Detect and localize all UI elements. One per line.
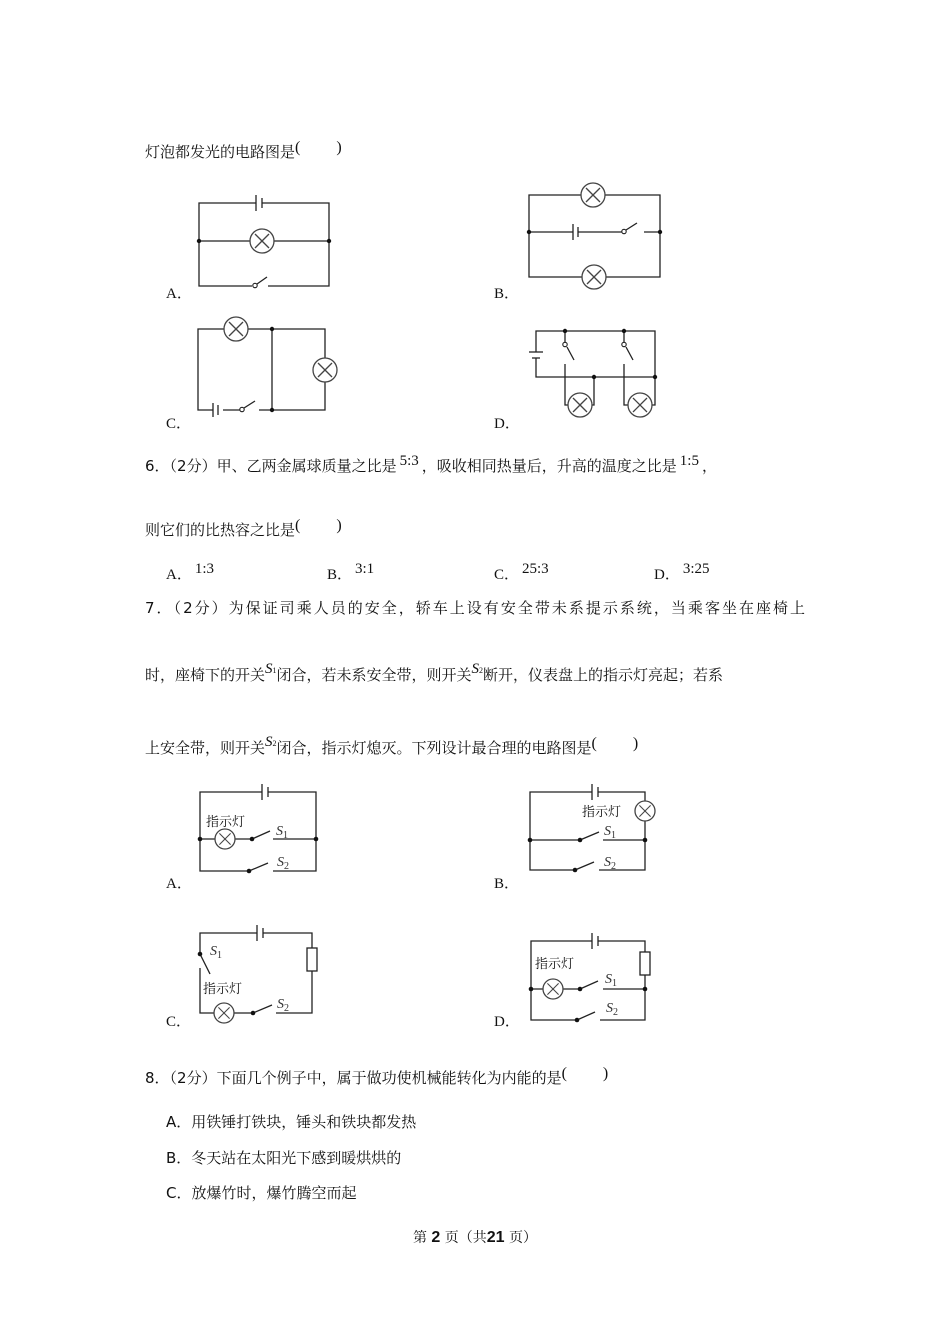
temp-ratio: 1:5	[679, 453, 699, 469]
q5-option-d[interactable]: D．	[494, 416, 520, 432]
switch-s2-symbol: S2	[265, 734, 277, 750]
resistor-icon	[307, 948, 317, 971]
answer-paren-close: )	[602, 1065, 609, 1082]
q7-option-b[interactable]: B．	[494, 876, 520, 892]
mass-ratio: 5:3	[399, 453, 419, 469]
switch-s2-icon	[577, 1012, 595, 1020]
s1-label: $S_1$	[604, 824, 616, 841]
s2-label: $S_2$	[606, 1001, 618, 1018]
resistor-icon	[640, 952, 650, 975]
s1-label: $S_1$	[605, 972, 617, 989]
switch-icon	[563, 342, 567, 346]
lamp-label: 指示灯	[203, 982, 243, 997]
footer-text: 第	[412, 1230, 427, 1246]
switch-s2-symbol: S2	[471, 661, 484, 677]
switch-icon	[626, 223, 637, 230]
q7-option-c[interactable]: C．	[166, 1014, 192, 1030]
q8-option-a[interactable]: A．用铁锤打铁块，锤头和铁块都发热	[166, 1113, 417, 1131]
option-value: 3:1	[355, 561, 375, 577]
q5-option-a[interactable]: A．	[166, 286, 192, 302]
switch-s2-icon	[575, 862, 594, 870]
q8-text: 8．（2分）下面几个例子中，属于做功使机械能转化为内能的是	[145, 1069, 562, 1087]
s2-label: $S_2$	[604, 855, 616, 872]
answer-paren-open: (	[295, 139, 301, 156]
q7-circuit-b	[528, 784, 655, 872]
switch-icon	[257, 277, 267, 284]
q6-text: ，	[701, 457, 717, 475]
q5-option-c[interactable]: C．	[166, 416, 192, 432]
q5-option-b[interactable]: B．	[494, 286, 520, 302]
answer-paren-close: )	[336, 139, 342, 156]
q6-text: 则它们的比热容之比是	[145, 521, 296, 539]
switch-s1-icon	[252, 831, 270, 839]
switch-icon	[622, 342, 626, 346]
q7-option-a[interactable]: A．	[166, 876, 192, 892]
answer-paren-close: )	[336, 517, 342, 534]
q7-circuit-a	[198, 784, 319, 873]
q7-circuit-d	[529, 933, 650, 1022]
page-number: 2	[431, 1229, 441, 1246]
answer-paren-close: )	[632, 735, 639, 752]
q7-option-d[interactable]: D．	[494, 1014, 520, 1030]
q5-stem-text: 灯泡都发光的电路图是	[145, 143, 296, 161]
lamp-label: 指示灯	[582, 805, 622, 820]
q7-text: 断开，仪表盘上的指示灯亮起；若系	[483, 666, 724, 684]
q7-circuit-c	[198, 925, 317, 1023]
q7-text: 时，座椅下的开关	[145, 666, 266, 684]
switch-s1-icon	[200, 954, 210, 974]
switch-s1-symbol: S1	[265, 661, 277, 677]
option-letter: C．	[494, 567, 520, 583]
s2-label: $S_2$	[277, 855, 289, 872]
switch-s2-icon	[249, 863, 268, 871]
q7-text: 上安全带，则开关	[145, 739, 266, 757]
q8-option-b[interactable]: B．冬天站在太阳光下感到暖烘烘的	[166, 1149, 402, 1167]
footer-text: 页）	[509, 1230, 538, 1246]
s2-label: $S_2$	[277, 997, 289, 1014]
answer-paren-open: (	[295, 517, 301, 534]
q5-circuit-d	[529, 329, 657, 417]
option-value: 25:3	[522, 561, 549, 577]
q7-stem-line1: 7．（2分）为保证司乘人员的安全，轿车上设有安全带未系提示系统，当乘客坐在座椅上	[145, 599, 805, 617]
option-letter: A．	[166, 567, 192, 583]
q7-text: 闭合，指示灯熄灭。下列设计最合理的电路图是	[276, 739, 592, 757]
option-value: 3:25	[682, 561, 710, 577]
q6-text: ，吸收相同热量后，升高的温度之比是	[421, 457, 677, 475]
option-value: 1:3	[194, 561, 215, 577]
q6-text: 6．（2分）甲、乙两金属球质量之比是	[145, 457, 397, 475]
switch-s1-icon	[580, 832, 599, 840]
s1-label: $S_1$	[276, 824, 288, 841]
q5-circuit-b	[527, 183, 662, 289]
switch-icon	[244, 401, 255, 408]
switch-s2-icon	[253, 1005, 272, 1013]
q7-text: 闭合，若未系安全带，则开关	[276, 666, 472, 684]
switch-s1-icon	[580, 981, 598, 989]
total-pages: 21	[486, 1229, 505, 1246]
q5-circuit-c	[198, 317, 337, 417]
answer-paren-open: (	[561, 1065, 567, 1082]
answer-paren-open: (	[591, 735, 597, 752]
footer-text: 页（共	[444, 1230, 487, 1246]
option-letter: B．	[327, 567, 353, 583]
lamp-label: 指示灯	[535, 957, 575, 972]
lamp-label: 指示灯	[206, 815, 246, 830]
option-letter: D．	[654, 567, 680, 583]
s1-label: $S_1$	[210, 944, 222, 961]
q5-circuit-a	[197, 195, 331, 288]
q8-option-c[interactable]: C．放爆竹时，爆竹腾空而起	[166, 1184, 357, 1202]
